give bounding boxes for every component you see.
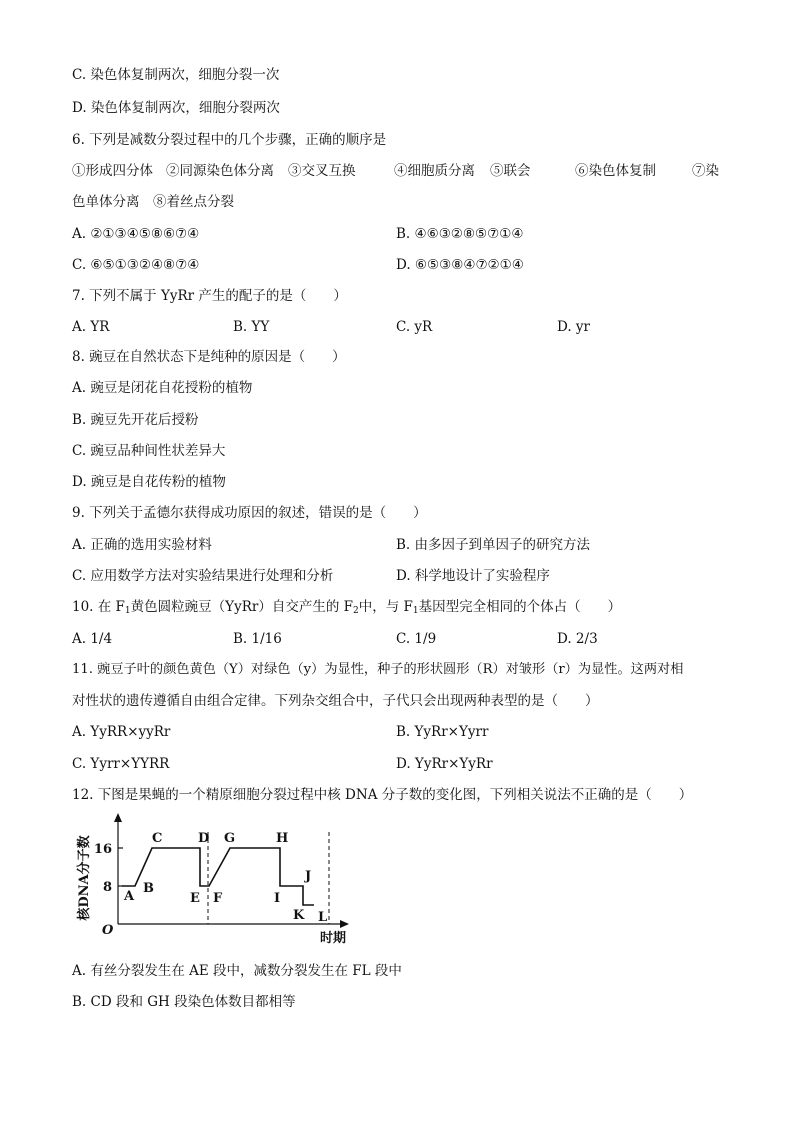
q10-sub-3: 1 xyxy=(412,606,419,616)
point-label-H: H xyxy=(276,831,289,846)
question-11-option-d: D. YyRr×YyRr xyxy=(396,756,493,772)
question-9-stem: 9. 下列关于孟德尔获得成功原因的叙述，错误的是（ ） xyxy=(72,505,427,521)
y-tick-label-8: 8 xyxy=(102,880,112,895)
question-11-option-a: A. YyRR×yyRr xyxy=(72,724,171,740)
question-11-stem-2: 对性状的遗传遵循自由组合定律。下列杂交组合中，子代只会出现两种表型的是（ ） xyxy=(72,693,599,709)
question-10-option-b: B. 1/16 xyxy=(233,631,282,647)
point-label-L: L xyxy=(318,910,328,925)
question-12-stem: 12. 下图是果蝇的一个精原细胞分裂过程中核 DNA 分子数的变化图，下列相关说法不正确的是（ ） xyxy=(72,787,693,803)
point-label-E: E xyxy=(190,891,200,906)
question-6-steps-cont: 色单体分离 ⑧着丝点分裂 xyxy=(72,194,234,210)
q10-sub-2: 2 xyxy=(352,606,359,616)
question-8-stem: 8. 豌豆在自然状态下是纯种的原因是（ ） xyxy=(72,349,346,365)
point-label-A: A xyxy=(124,889,135,904)
question-11-option-b: B. YyRr×Yyrr xyxy=(396,724,489,740)
question-11-option-c: C. Yyrr×YYRR xyxy=(72,756,170,772)
q10-text-1: 10. 在 F xyxy=(72,599,125,615)
point-label-B: B xyxy=(143,881,154,896)
question-7-option-c: C. yR xyxy=(396,319,433,335)
question-7-stem: 7. 下列不属于 YyRr 产生的配子的是（ ） xyxy=(72,288,347,304)
q10-sub-1: 1 xyxy=(124,606,131,616)
x-axis-arrow xyxy=(340,920,349,928)
point-label-C: C xyxy=(152,831,163,846)
question-10-option-c: C. 1/9 xyxy=(396,631,437,647)
question-6-option-d: D. ⑥⑤③⑧④⑦②①④ xyxy=(396,257,524,273)
step-1: ①形成四分体 xyxy=(72,163,153,179)
question-12-option-b: B. CD 段和 GH 段染色体数目都相等 xyxy=(72,994,296,1010)
y-axis-arrow xyxy=(114,813,122,822)
q10-text-4: 基因型完全相同的个体占（ ） xyxy=(418,599,622,615)
question-10-stem xyxy=(72,598,621,620)
question-7-option-a: A. YR xyxy=(72,319,110,335)
y-tick-label-16: 16 xyxy=(93,842,112,857)
question-6-steps xyxy=(72,162,722,180)
question-5-option-c: C. 染色体复制两次，细胞分裂一次 xyxy=(72,67,280,83)
step-7: ⑦染 xyxy=(692,163,719,179)
question-8-option-d: D. 豌豆是自花传粉的植物 xyxy=(72,474,226,490)
q10-text-3: 中，与 F xyxy=(358,599,413,615)
point-label-F: F xyxy=(213,891,223,906)
step-4: ④细胞质分离 xyxy=(394,163,475,179)
x-axis-label: 时期 xyxy=(320,931,347,946)
point-label-K: K xyxy=(293,908,305,923)
question-6-option-c: C. ⑥⑤①③②④⑧⑦④ xyxy=(72,257,200,273)
step-3: ③交叉互换 xyxy=(288,163,356,179)
step-5: ⑤联会 xyxy=(490,163,531,179)
question-5-option-d: D. 染色体复制两次，细胞分裂两次 xyxy=(72,100,280,116)
question-6-option-b: B. ④⑥③②⑧⑤⑦①④ xyxy=(396,226,524,242)
question-9-option-a: A. 正确的选用实验材料 xyxy=(72,537,212,553)
point-label-D: D xyxy=(198,831,210,846)
question-9-option-b: B. 由多因子到单因子的研究方法 xyxy=(396,537,591,553)
point-label-J: J xyxy=(305,869,312,884)
point-label-I: I xyxy=(274,891,281,906)
step-2: ②同源染色体分离 xyxy=(166,163,274,179)
question-9-option-d: D. 科学地设计了实验程序 xyxy=(396,568,550,584)
question-7-option-d: D. yr xyxy=(557,319,591,335)
question-10-option-d: D. 2/3 xyxy=(557,631,598,647)
q10-text-2: 黄色圆粒豌豆（YyRr）自交产生的 F xyxy=(130,599,353,615)
origin-label: O xyxy=(102,923,114,938)
question-8-option-b: B. 豌豆先开花后授粉 xyxy=(72,412,199,428)
question-8-option-c: C. 豌豆品种间性状差异大 xyxy=(72,443,226,459)
question-11-stem-1: 11. 豌豆子叶的颜色黄色（Y）对绿色（y）为显性，种子的形状圆形（R）对皱形（r）为显性。这两对相 xyxy=(72,662,684,677)
dna-content-chart xyxy=(70,810,360,950)
question-6-stem: 6. 下列是减数分裂过程中的几个步骤，正确的顺序是 xyxy=(72,132,387,148)
question-7-option-b: B. YY xyxy=(233,319,270,335)
question-9-option-c: C. 应用数学方法对实验结果进行处理和分析 xyxy=(72,568,334,584)
y-axis-label: 核DNA分子数 xyxy=(77,835,92,921)
question-8-option-a: A. 豌豆是闭花自花授粉的植物 xyxy=(72,380,253,396)
point-label-G: G xyxy=(224,831,236,846)
step-6: ⑥染色体复制 xyxy=(575,163,656,179)
question-10-option-a: A. 1/4 xyxy=(72,631,113,647)
question-12-option-a: A. 有丝分裂发生在 AE 段中，减数分裂发生在 FL 段中 xyxy=(72,963,402,979)
question-6-option-a: A. ②①③④⑤⑧⑥⑦④ xyxy=(72,226,200,242)
